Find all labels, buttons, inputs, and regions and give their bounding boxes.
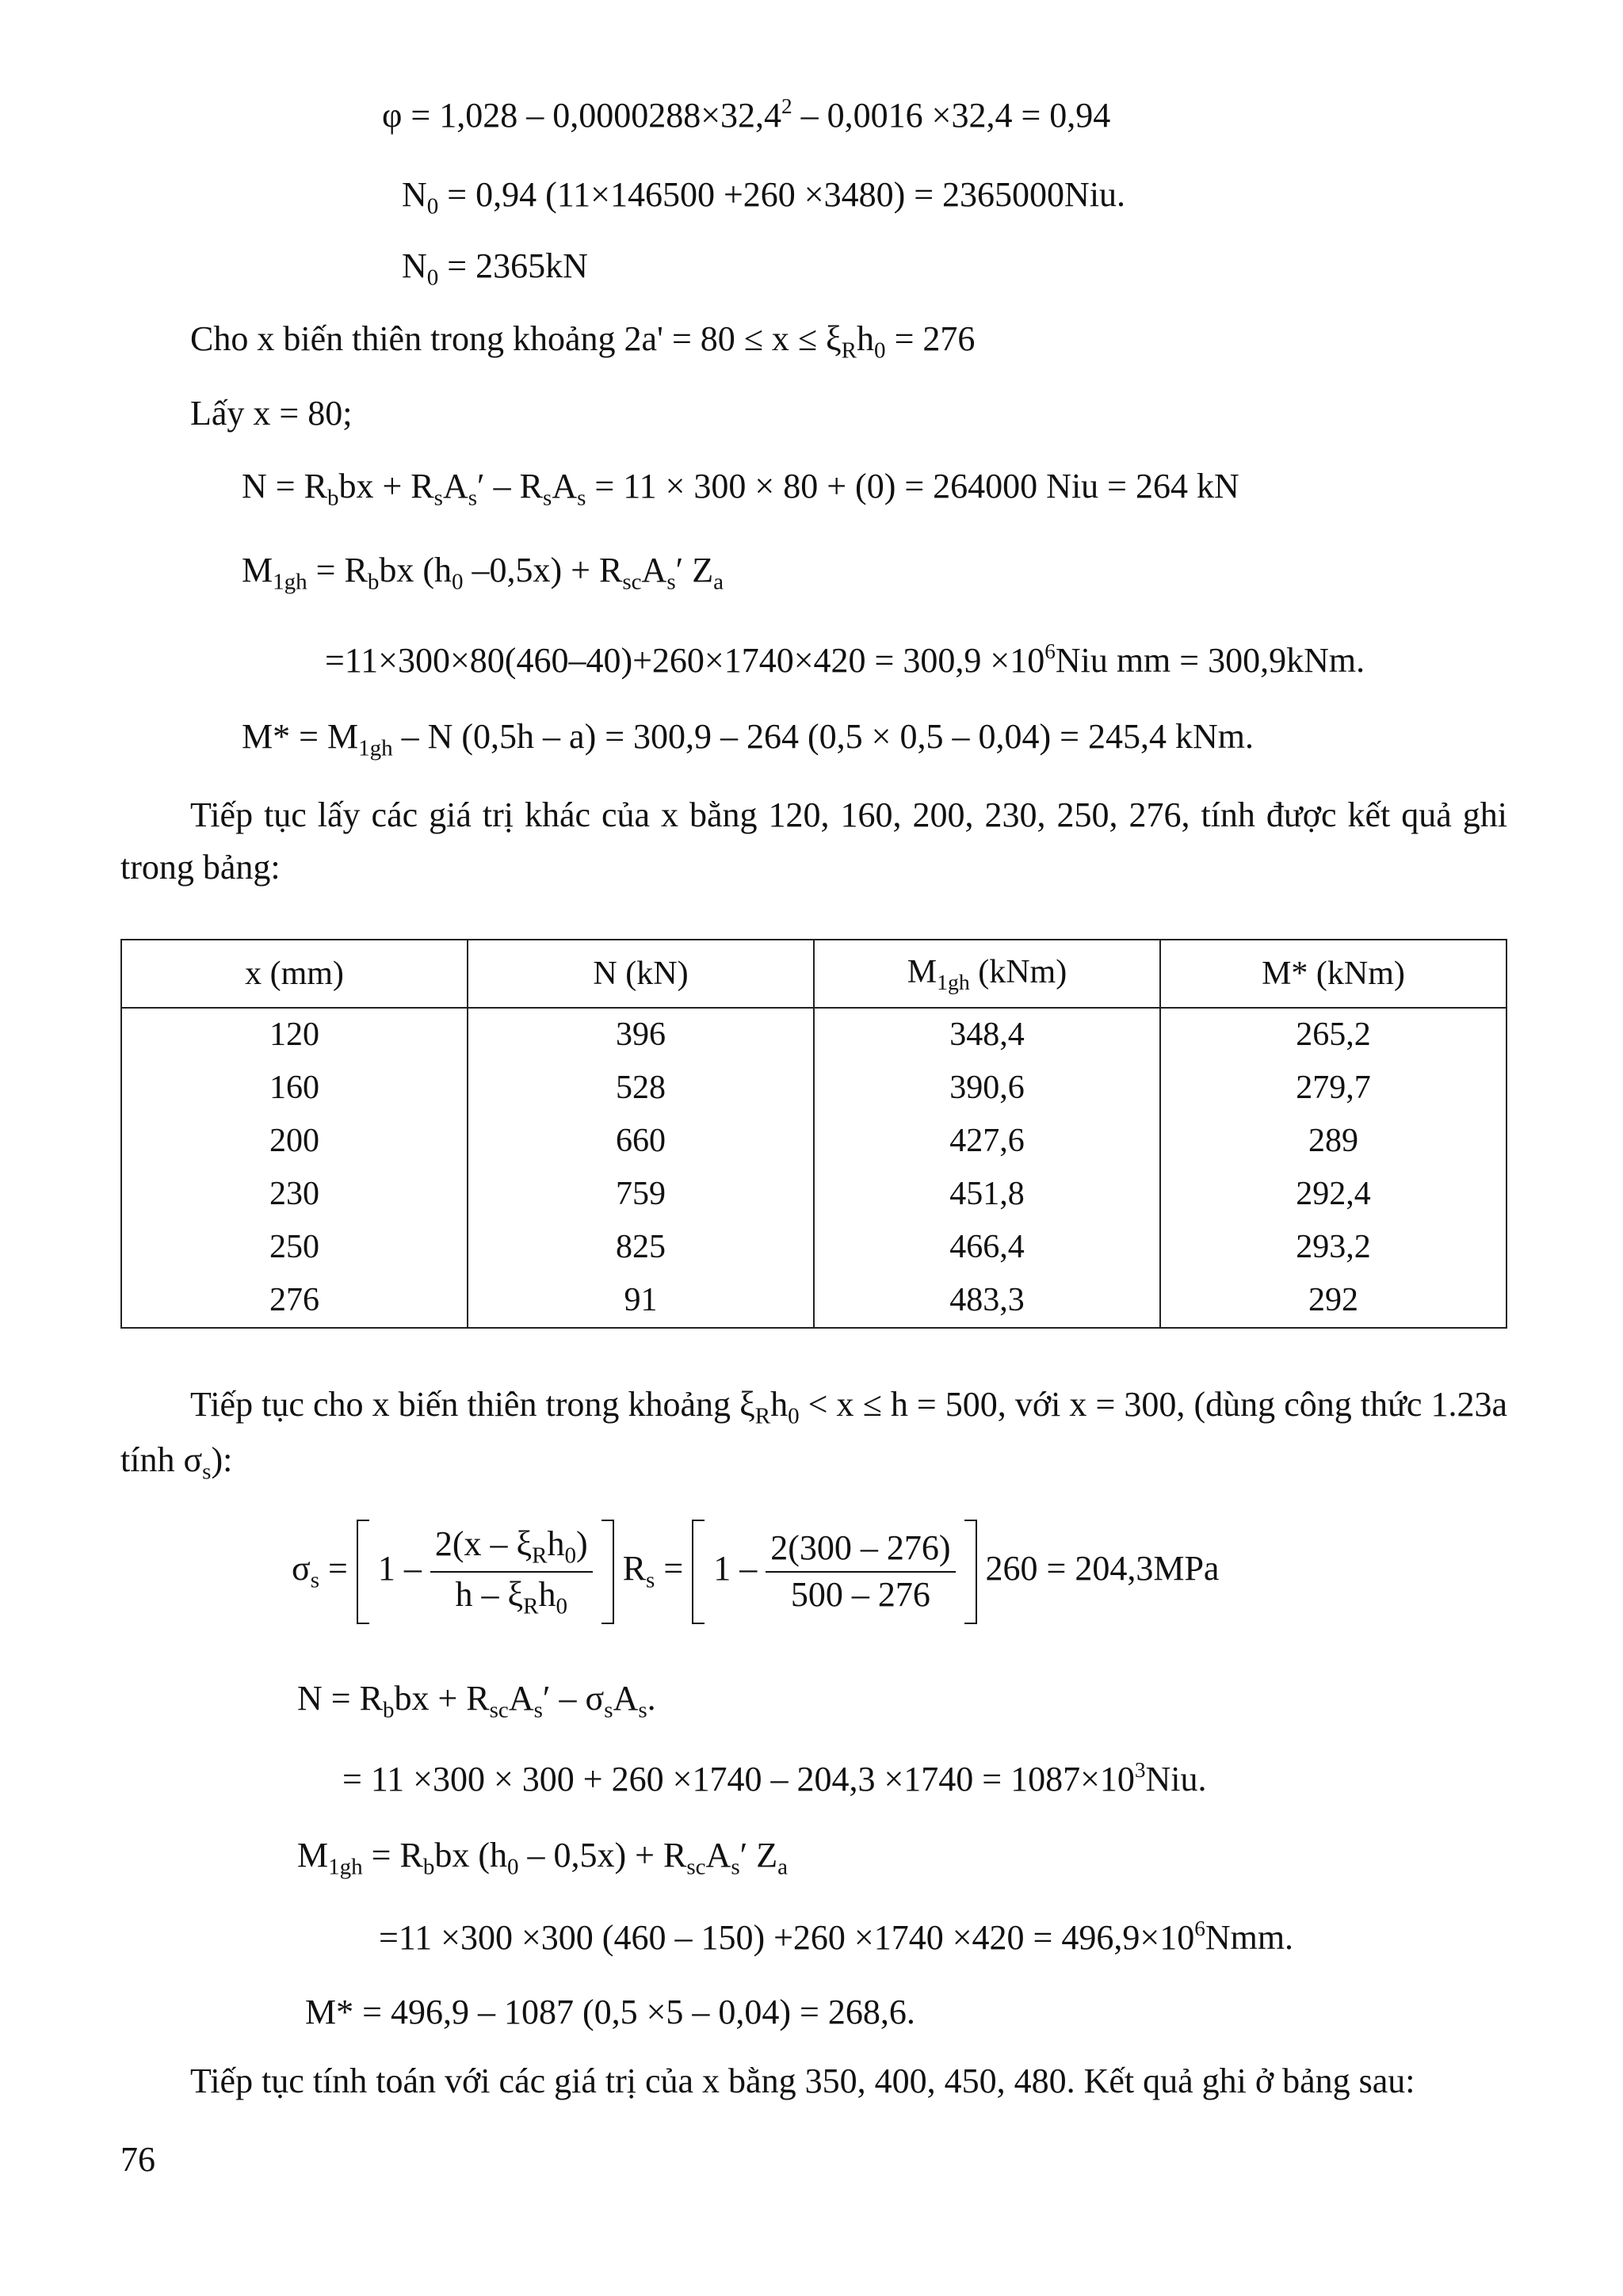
mstar-equation: $M* = M_{1gh} - N$ (0,5h – a) = 300,9 – 264 (0,5 × 0,5 – 0,04) = 245,4 kNm. [242, 717, 1254, 761]
n0-result: $N_0 = 2365kN$ [402, 246, 588, 291]
n-equation: $N = R_bbx + R_sA_s' - R_sA_s = 11 \times 300 \times 80 + (0) = 264000$ Niu = 264 kN [242, 467, 1239, 511]
right-bracket [601, 1520, 614, 1624]
cell-m1gh: 483,3 [814, 1274, 1160, 1328]
paragraph-continue-values: Tiếp tục lấy các giá trị khác của x bằng 120, 160, 200, 230, 250, 276, tính được kết quả ghi trong bảng: [120, 795, 1507, 887]
sigma-fraction-general: $\frac{2(x - \xi_Rh_0)}{h - \xi_Rh_0}$ [430, 1524, 593, 1620]
header-m1gh: $M_{1gh}$ (kNm) [814, 940, 1160, 1008]
cell-mstar: 292 [1160, 1274, 1507, 1328]
cell-m1gh: 451,8 [814, 1168, 1160, 1221]
phi-equation: $\varphi = 1,028 - 0,0000288\times 32,4^2 - 0,0016 \times 32,4 = 0,94$ [382, 94, 1111, 135]
x-range-statement: Cho x biến thiên trong khoảng $2a' = 80 \le x \le \xi_Rh_0 = 276$ [190, 319, 976, 364]
n2-formula: $N = R_bbx + R_{sc}A_s' - \sigma_sA_s$. [297, 1679, 656, 1723]
mstar2-equation: M* = 496,9 – 1087 (0,5 ×5 – 0,04) = 268,6. [305, 1993, 915, 2031]
header-n: N (kN) [468, 940, 814, 1008]
cell-m1gh: 390,6 [814, 1062, 1160, 1115]
cell-x: 120 [121, 1008, 468, 1062]
cell-n: 528 [468, 1062, 814, 1115]
m1gh-formula: $M_{1gh} = R_bbx$ ($h_0$ $-0,5x) + R_{sc}A_s'$ $Z_a$ [242, 551, 724, 595]
cell-x: 230 [121, 1168, 468, 1221]
cell-mstar: 265,2 [1160, 1008, 1507, 1062]
n0-equation: $N_0 = 0,94$ (11×146500 +260 ×3480) = 2365000Niu. [402, 175, 1126, 219]
cell-x: 250 [121, 1221, 468, 1274]
m2-calculation: =11 ×300 ×300 $(460 - 150) +260 \times 1740 \times 420 = 496,9\times 10^6Nmm$. [379, 1917, 1294, 1957]
cell-mstar: 279,7 [1160, 1062, 1507, 1115]
table-header-row [121, 940, 1507, 1008]
sigma-formula: $\sigma_s = 1$ – $\frac{2(x - \xi_Rh_0)}{h - \xi_Rh_0}$ $R_s = 1$ – $\frac{2(300 - 276)}{500 - 276}$ 260 = 204,3MPa [292, 1520, 1219, 1624]
cell-n: 660 [468, 1115, 814, 1168]
cell-x: 276 [121, 1274, 468, 1328]
table-row [121, 1168, 1507, 1221]
cell-x: 200 [121, 1115, 468, 1168]
m2-formula: $M_{1gh} = R_bbx$ $(h_0 - 0,5x) + R_{sc}A_s'$ $Z_a$ [297, 1836, 789, 1880]
paragraph-next-values: Tiếp tục tính toán với các giá trị của x bằng 350, 400, 450, 480. Kết quả ghi ở bảng sau: [190, 2061, 1415, 2100]
table-row [121, 1221, 1507, 1274]
cell-n: 759 [468, 1168, 814, 1221]
results-table [120, 939, 1507, 1329]
take-x-statement: Lấy x = 80; [190, 394, 353, 433]
cell-mstar: 293,2 [1160, 1221, 1507, 1274]
table-row [121, 1115, 1507, 1168]
cell-n: 825 [468, 1221, 814, 1274]
n2-calculation: = $11 \times 300 \times 300 + 260 \times 1740 - 204,3 \times 1740 = 1087\times 10^3Niu$. [342, 1758, 1207, 1798]
cell-m1gh: 466,4 [814, 1221, 1160, 1274]
cell-x: 160 [121, 1062, 468, 1115]
cell-mstar: 289 [1160, 1115, 1507, 1168]
m1gh-calculation: $=11\times 300\times 80(460-40)+260\times 1740\times 420 = 300,9 \times 10^6Niu$ mm = 300,9kNm. [325, 639, 1365, 680]
left-bracket [357, 1520, 369, 1624]
header-x: x (mm) [121, 940, 468, 1008]
right-bracket [964, 1520, 977, 1624]
sigma-fraction-numeric: $\frac{2(300 - 276)}{500 - 276}$ [766, 1527, 955, 1616]
header-mstar: M* (kNm) [1160, 940, 1507, 1008]
cell-m1gh: 427,6 [814, 1115, 1160, 1168]
cell-m1gh: 348,4 [814, 1008, 1160, 1062]
table-row [121, 1062, 1507, 1115]
table-row [121, 1008, 1507, 1062]
left-bracket [692, 1520, 705, 1624]
cell-mstar: 292,4 [1160, 1168, 1507, 1221]
cell-n: 91 [468, 1274, 814, 1328]
cell-n: 396 [468, 1008, 814, 1062]
paragraph-second-range: Tiếp tục cho x biến thiên trong khoảng $\xi_Rh_0 < x \le h = 500$, với x = 300, (dùng công thức 1.23a tính $\sigma_s$): [120, 1385, 1507, 1485]
table-row [121, 1274, 1507, 1328]
page-number: 76 [120, 2140, 155, 2179]
